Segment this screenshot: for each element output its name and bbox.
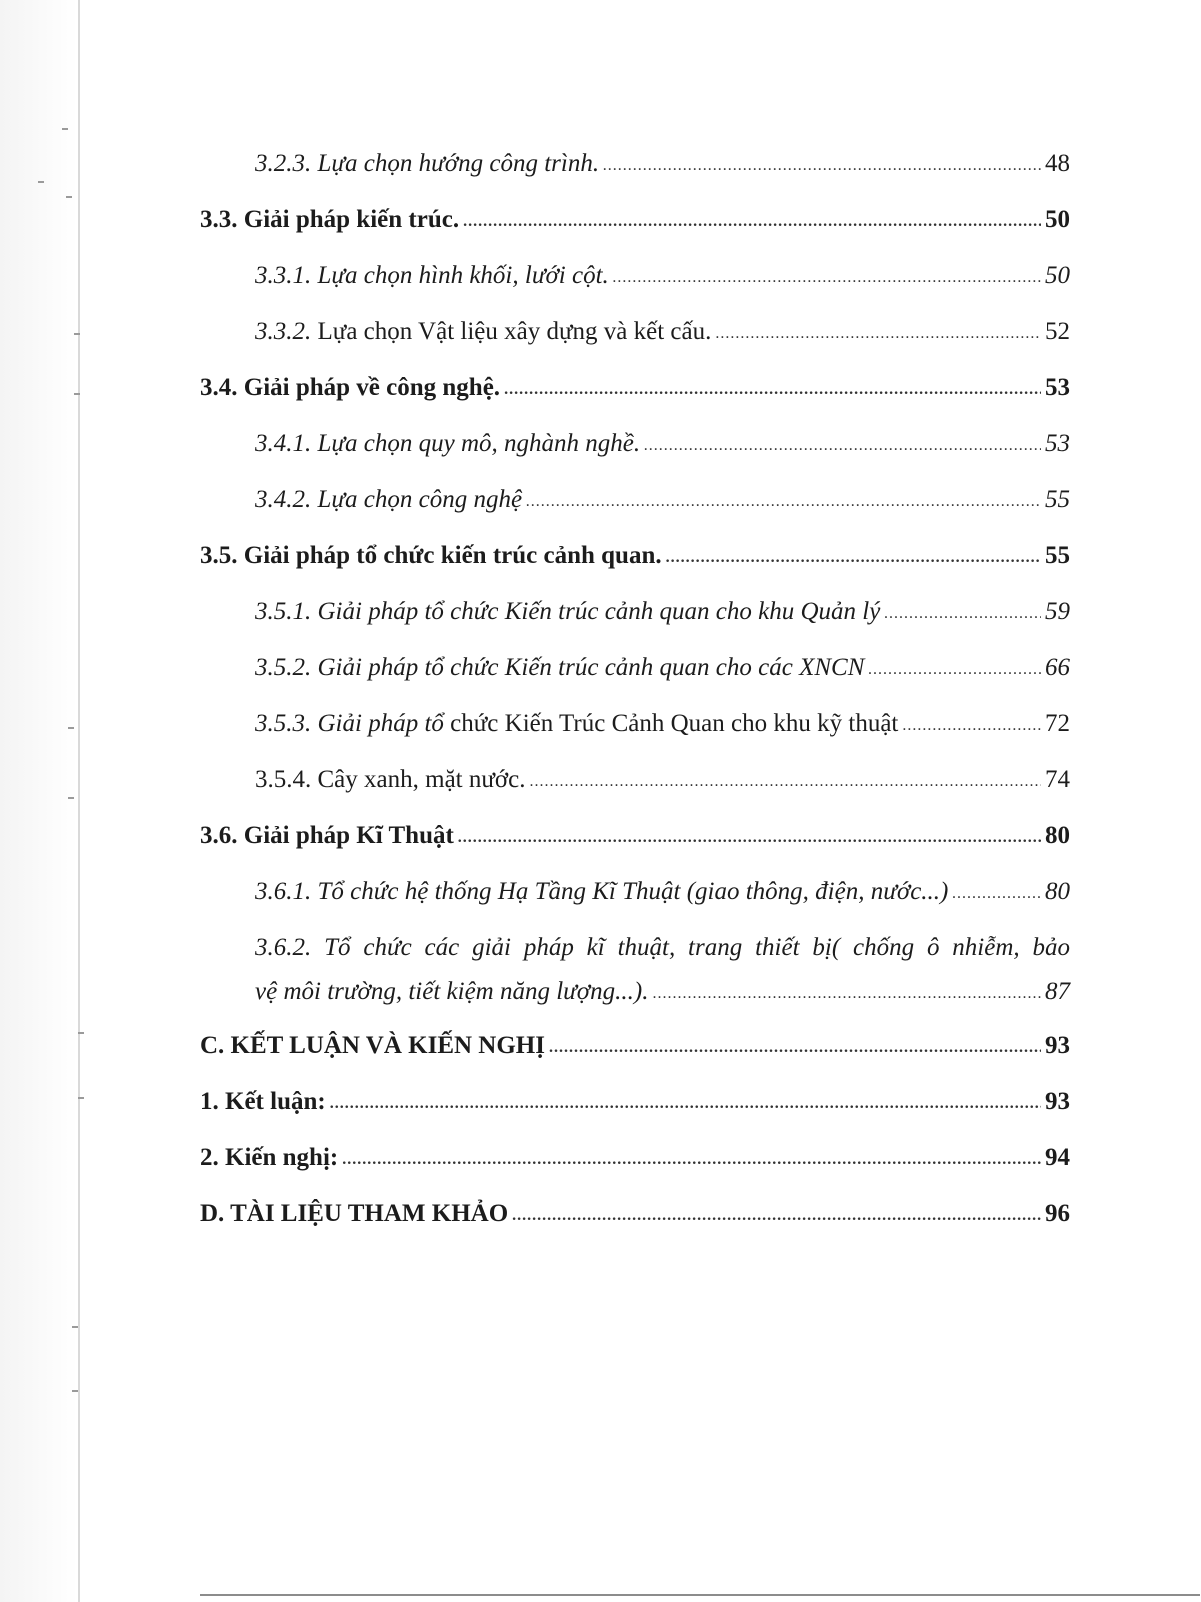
- scan-mark: [74, 393, 80, 395]
- toc-leader-dots: [529, 765, 1041, 793]
- toc-entry-title: 3.3. Giải pháp kiến trúc.: [200, 206, 460, 233]
- toc-entry[interactable]: [255, 878, 1070, 906]
- toc-entry[interactable]: [200, 1032, 1070, 1060]
- toc-entry-number: 3.3.2.: [255, 318, 312, 345]
- toc-entry-italic-part: 3.5.3. Giải pháp tổ: [255, 710, 444, 737]
- toc-entry-title: 3.6. Giải pháp Kĩ Thuật: [200, 822, 454, 849]
- page-binding-shadow: [0, 0, 78, 1602]
- toc-leader-dots: [549, 1031, 1041, 1059]
- toc-leader-dots: [458, 821, 1041, 849]
- toc-entry[interactable]: [255, 486, 1070, 514]
- toc-entry-page: 74: [1045, 766, 1070, 793]
- toc-entry[interactable]: [200, 374, 1070, 402]
- toc-leader-dots: [644, 429, 1041, 457]
- toc-leader-dots: [652, 977, 1041, 1005]
- toc-entry[interactable]: [255, 430, 1070, 458]
- toc-entry-title: 3.4. Giải pháp về công nghệ.: [200, 374, 501, 401]
- toc-entry[interactable]: [255, 934, 1070, 1006]
- toc-entry-title: 3.3.1. Lựa chọn hình khối, lưới cột.: [255, 262, 609, 289]
- toc-entry[interactable]: [200, 542, 1070, 570]
- toc-entry[interactable]: [200, 206, 1070, 234]
- toc-entry-page: 50: [1045, 262, 1070, 289]
- toc-entry-title: 3.5.2. Giải pháp tổ chức Kiến trúc cảnh quan cho các XNCN: [255, 654, 865, 681]
- toc-entry-title: 3.4.2. Lựa chọn công nghệ: [255, 486, 523, 513]
- page-bottom-rule: [200, 1594, 1200, 1596]
- toc-entry-page: 53: [1045, 430, 1070, 457]
- scan-mark: [62, 128, 68, 130]
- toc-entry-page: 48: [1045, 150, 1070, 177]
- toc-entry-title-line2-row: [255, 978, 1070, 1006]
- toc-entry-title: 3.4.1. Lựa chọn quy mô, nghành nghề.: [255, 430, 641, 457]
- toc-leader-dots: [526, 485, 1041, 513]
- toc-leader-dots: [666, 541, 1041, 569]
- toc-entry-page: 55: [1045, 486, 1070, 513]
- toc-leader-dots: [868, 653, 1041, 681]
- toc-leader-dots: [463, 205, 1041, 233]
- scan-mark: [68, 727, 74, 729]
- scan-mark: [72, 1326, 78, 1328]
- toc-entry[interactable]: [200, 1200, 1070, 1228]
- toc-entry-page: 96: [1045, 1200, 1070, 1227]
- toc-entry-text: Lựa chọn Vật liệu xây dựng và kết cấu.: [317, 318, 712, 345]
- toc-entry-title: 3.6.1. Tổ chức hệ thống Hạ Tầng Kĩ Thuật (giao thông, điện, nước...): [255, 878, 949, 905]
- toc-entry-title: D. TÀI LIỆU THAM KHẢO: [200, 1200, 509, 1227]
- toc-entry-page: 80: [1045, 822, 1070, 849]
- toc-leader-dots: [603, 149, 1041, 177]
- toc-entry-page: 80: [1045, 878, 1070, 905]
- toc-entry[interactable]: [255, 766, 1070, 794]
- toc-entry[interactable]: [255, 318, 1070, 346]
- toc-entry-title: 3.5.1. Giải pháp tổ chức Kiến trúc cảnh quan cho khu Quản lý: [255, 598, 881, 625]
- scan-mark: [78, 1097, 84, 1099]
- toc-entry[interactable]: [255, 710, 1070, 738]
- toc-entry-title: [255, 318, 711, 346]
- scan-mark: [38, 181, 44, 183]
- toc-entry-title: 3.5.4. Cây xanh, mặt nước.: [255, 766, 526, 793]
- toc-entry[interactable]: [200, 822, 1070, 850]
- toc-entry-title: 2. Kiến nghị:: [200, 1144, 339, 1171]
- toc-entry-page: 59: [1045, 598, 1070, 625]
- toc-entry[interactable]: [255, 654, 1070, 682]
- toc-entry[interactable]: [255, 150, 1070, 178]
- toc-leader-dots: [884, 597, 1041, 625]
- toc-entry-title-line2: vệ môi trường, tiết kiệm năng lượng...).: [255, 978, 649, 1005]
- toc-entry-page: 93: [1045, 1088, 1070, 1115]
- toc-entry-normal-part: chức Kiến Trúc Cảnh Quan cho khu kỹ thuật: [443, 710, 899, 737]
- toc-entry-title: 1. Kết luận:: [200, 1088, 326, 1115]
- toc-entry-title: C. KẾT LUẬN VÀ KIẾN NGHỊ: [200, 1032, 545, 1059]
- toc-entry-page: 94: [1045, 1144, 1070, 1171]
- toc-leader-dots: [330, 1087, 1041, 1115]
- scan-mark: [72, 1390, 78, 1392]
- toc-leader-dots: [342, 1143, 1041, 1171]
- scan-mark: [66, 196, 72, 198]
- toc-entry[interactable]: [255, 598, 1070, 626]
- toc-entry[interactable]: [255, 262, 1070, 290]
- toc-entry-page: 72: [1045, 710, 1070, 737]
- scan-mark: [78, 1032, 84, 1034]
- toc-leader-dots: [512, 1199, 1041, 1227]
- page-binding-edge: [78, 0, 80, 1602]
- toc-entry-page: 55: [1045, 542, 1070, 569]
- toc-entry-title: [255, 710, 898, 738]
- toc-entry-page: 66: [1045, 654, 1070, 681]
- toc-entry-page: 52: [1045, 318, 1070, 345]
- toc-leader-dots: [613, 261, 1041, 289]
- scan-mark: [68, 797, 74, 799]
- toc-entry-title-line1: 3.6.2. Tổ chức các giải pháp kĩ thuật, trang thiết bị( chống ô nhiễm, bảo: [255, 934, 1070, 961]
- scan-mark: [74, 333, 80, 335]
- toc-entry-page: 87: [1045, 978, 1070, 1005]
- toc-entry-page: 53: [1045, 374, 1070, 401]
- toc-leader-dots: [504, 373, 1041, 401]
- toc-entry[interactable]: [200, 1088, 1070, 1116]
- toc-entry-title: 3.2.3. Lựa chọn hướng công trình.: [255, 150, 600, 177]
- toc-leader-dots: [715, 317, 1041, 345]
- toc-entry-page: 50: [1045, 206, 1070, 233]
- toc-entry-title: 3.5. Giải pháp tổ chức kiến trúc cảnh quan.: [200, 542, 662, 569]
- toc-leader-dots: [902, 709, 1041, 737]
- toc-entry-page: 93: [1045, 1032, 1070, 1059]
- toc-leader-dots: [952, 877, 1041, 905]
- toc-entry[interactable]: [200, 1144, 1070, 1172]
